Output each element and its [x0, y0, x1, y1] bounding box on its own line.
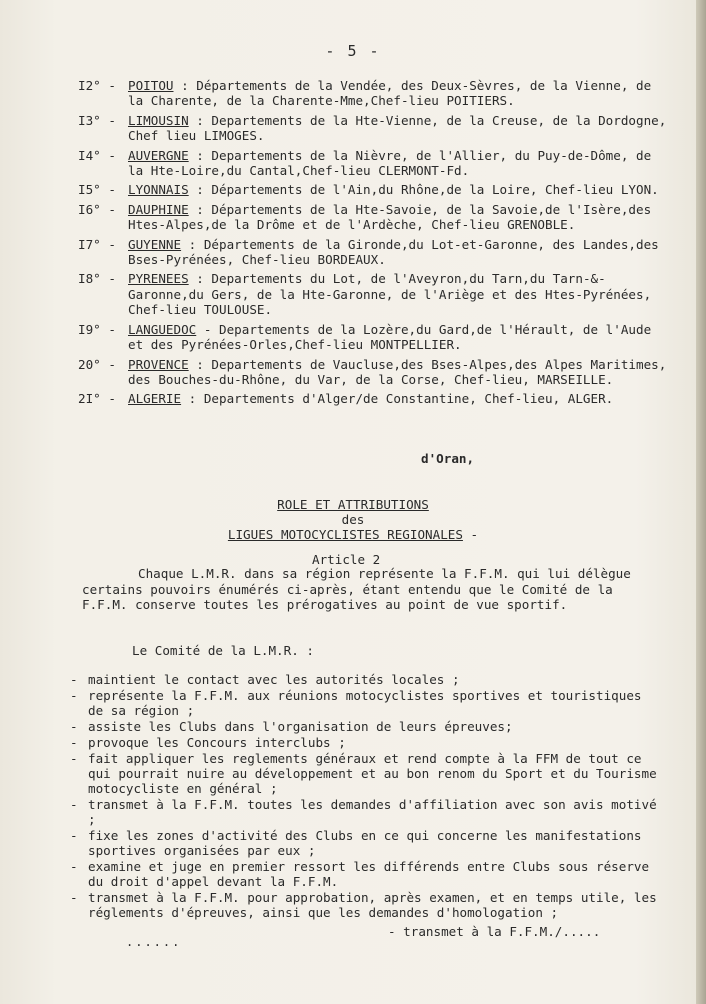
region-name: ALGERIE: [128, 391, 182, 407]
region-number: 2I° -: [78, 391, 116, 407]
region-description: : Departements de la Nièvre, de l'Allier, du Puy-de-Dôme, de la Hte-Loire,du Cantal,Chef-lieu CLERMONT-Fd.: [128, 147, 652, 179]
region-name: LANGUEDOC: [128, 321, 197, 337]
bullet-dash: -: [70, 828, 78, 843]
region-number: I4° -: [78, 147, 116, 163]
attribution-text: fixe les zones d'activité des Clubs en ce qui concerne les manifestations sportives organisées par eux ;: [88, 828, 642, 858]
attribution-item: [70, 828, 660, 858]
region-description: : Departements du Lot, de l'Aveyron,du Tarn,du Tarn-&-Garonne,du Gers, de la Hte-Garonne, de l'Ariège et des Htes-Pyrénées, Chef-lieu TOULOUSE.: [128, 271, 652, 318]
region-name: LYONNAIS: [128, 182, 189, 198]
section-title-line3-text: LIGUES MOTOCYCLISTES REGIONALES: [227, 527, 463, 542]
region-name: LIMOUSIN: [128, 112, 189, 128]
bullet-dash: -: [70, 672, 78, 687]
regions-list: [78, 78, 668, 411]
region-body: [128, 322, 668, 353]
trailing-dots: ......: [126, 935, 182, 949]
bullet-dash: -: [70, 859, 78, 874]
attribution-text: représente la F.F.M. aux réunions motocyclistes sportives et touristiques de sa région ;: [88, 688, 642, 718]
attribution-item: [70, 672, 660, 687]
attribution-item: [70, 735, 660, 750]
attribution-item: [70, 688, 660, 718]
region-body: [128, 271, 668, 317]
region-name: PROVENCE: [128, 356, 189, 372]
region-body: [128, 182, 668, 197]
section-title-line2: des: [341, 512, 365, 527]
region-number: I2° -: [78, 78, 116, 93]
section-title-line3: [0, 527, 706, 543]
region-body: [128, 202, 668, 233]
region-description: : Departements de la Hte-Vienne, de la Creuse, de la Dordogne, Chef lieu LIMOGES.: [128, 112, 667, 144]
attribution-item: [70, 751, 660, 796]
region-description: : Departements d'Alger/de Constantine, Chef-lieu, ALGER.: [181, 391, 614, 407]
section-title-line1: ROLE ET ATTRIBUTIONS: [277, 497, 429, 512]
attributions-list: [70, 672, 660, 921]
bullet-dash: -: [70, 735, 78, 750]
attribution-text: examine et juge en premier ressort les différends entre Clubs sous réserve du droit d'appel devant la F.F.M.: [88, 859, 650, 889]
region-item: [78, 391, 668, 406]
region-body: [128, 237, 668, 268]
region-number: I8° -: [78, 271, 116, 287]
comite-intro: Le Comité de la L.M.R. :: [132, 643, 314, 658]
region-name: DAUPHINE: [128, 201, 189, 217]
region-item: [78, 202, 668, 233]
attribution-item: [70, 890, 660, 920]
article-heading: Article 2: [312, 552, 381, 567]
continuation-note: - transmet à la F.F.M./.....: [388, 924, 601, 939]
region-number: 20° -: [78, 356, 116, 372]
bullet-dash: -: [70, 688, 78, 703]
region-body: [128, 357, 668, 388]
region-item: [78, 78, 668, 109]
region-name: AUVERGNE: [128, 147, 189, 163]
bullet-dash: -: [70, 751, 78, 766]
region-name: PYRENEES: [128, 271, 189, 287]
region-description: : Departements de Vaucluse,des Bses-Alpes,des Alpes Maritimes, des Bouches-du-Rhône, du Var, de la Corse, Chef-lieu, MARSEILLE.: [128, 356, 667, 387]
region-description: : Départements de la Gironde,du Lot-et-Garonne, des Landes,des Bses-Pyrénées, Chef-lieu BORDEAUX.: [128, 236, 659, 268]
region-name: GUYENNE: [128, 236, 182, 252]
attribution-text: maintient le contact avec les autorités locales ;: [88, 672, 460, 687]
bullet-dash: -: [70, 890, 78, 905]
attribution-item: [70, 719, 660, 734]
region-number: I5° -: [78, 182, 116, 198]
region-item: [78, 182, 668, 197]
region-description: : Départements de l'Ain,du Rhône,de la Loire, Chef-lieu LYON.: [188, 182, 659, 198]
section-title-line3-suffix: -: [462, 527, 479, 542]
region-number: I9° -: [78, 321, 116, 337]
handwritten-insert: d'Oran,: [421, 451, 475, 466]
region-body: [128, 78, 668, 109]
attribution-text: provoque les Concours interclubs ;: [88, 735, 346, 750]
region-body: [128, 113, 668, 144]
attribution-text: transmet à la F.F.M. toutes les demandes d'affiliation avec son avis motivé ;: [88, 797, 657, 827]
region-number: I7° -: [78, 236, 116, 252]
region-description: : Départements de la Vendée, des Deux-Sèvres, de la Vienne, de la Charente, de la Charente-Mme,Chef-lieu POITIERS.: [128, 78, 652, 109]
region-item: [78, 271, 668, 317]
region-body: [128, 148, 668, 179]
region-body: [128, 391, 668, 406]
attribution-item: [70, 859, 660, 889]
region-name: POITOU: [128, 78, 174, 93]
region-number: I6° -: [78, 201, 116, 217]
region-item: [78, 237, 668, 268]
region-item: [78, 357, 668, 388]
region-number: I3° -: [78, 112, 116, 128]
attribution-text: fait appliquer les reglements généraux et rend compte à la FFM de tout ce qui pourrait nuire au développement et au bon renom du Sport et du Tourisme motocycliste en général ;: [88, 751, 657, 796]
attribution-item: [70, 797, 660, 827]
attribution-text: transmet à la F.F.M. pour approbation, après examen, et en temps utile, les réglements d'épreuves, ainsi que les demandes d'homologation ;: [88, 890, 657, 920]
page-number: - 5 -: [325, 42, 381, 60]
attribution-text: assiste les Clubs dans l'organisation de leurs épreuves;: [88, 719, 513, 734]
bullet-dash: -: [70, 797, 78, 812]
region-item: [78, 113, 668, 144]
bullet-dash: -: [70, 719, 78, 734]
region-description: : Départements de la Hte-Savoie, de la Savoie,de l'Isère,des Htes-Alpes,de la Drôme et de l'Ardèche, Chef-lieu GRENOBLE.: [128, 201, 652, 233]
region-description: - Departements de la Lozère,du Gard,de l'Hérault, de l'Aude et des Pyrénées-Orles,Chef-lieu MONTPELLIER.: [128, 321, 652, 353]
region-item: [78, 148, 668, 179]
region-item: [78, 322, 668, 353]
article-paragraph: Chaque L.M.R. dans sa région représente la F.F.M. qui lui délègue certains pouvoirs énumérés ci-après, étant entendu que le Comité de la F.F.M. conserve toutes les prérogatives au point de vue sportif.: [82, 566, 631, 612]
